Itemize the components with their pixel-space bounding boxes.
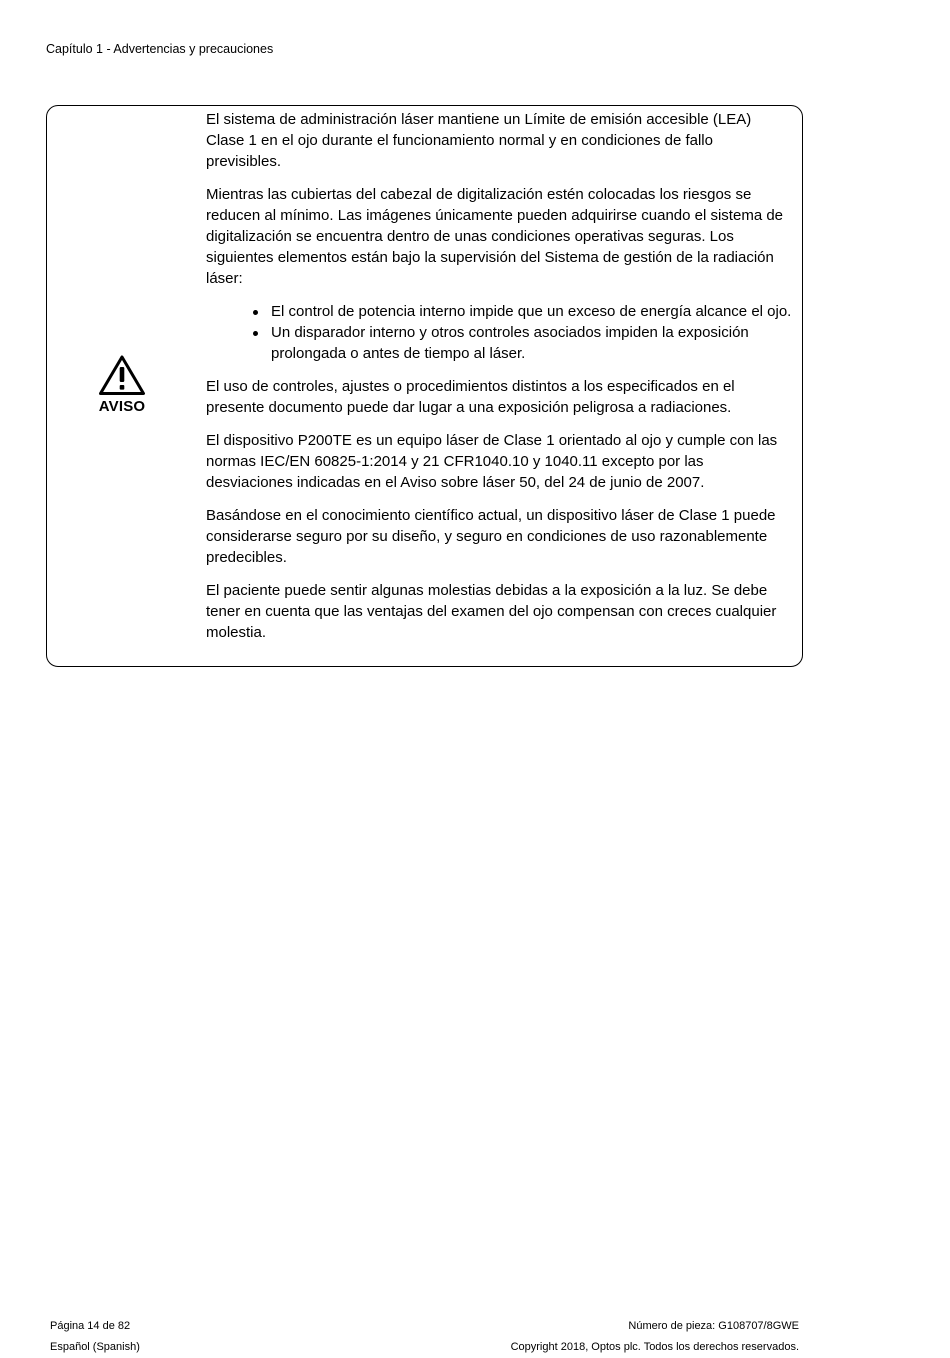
bullet-icon (253, 331, 258, 336)
notice-paragraph: El paciente puede sentir algunas molestias debidas a la exposición a la luz. Se debe tener en cuenta que las ventajas del examen del ojo compensan con creces cualquier molestia. (206, 582, 777, 641)
page-header-chapter-title: Capítulo 1 - Advertencias y precauciones (46, 42, 274, 56)
list-item (271, 322, 792, 364)
footer-page-number: Página 14 de 82 (50, 1320, 131, 1332)
footer-copyright: Copyright 2018, Optos plc. Todos los derechos reservados. (510, 1341, 799, 1353)
list-item-text: Un disparador interno y otros controles asociados impiden la exposición prolongada o antes de tiempo al láser. (271, 324, 749, 362)
notice-paragraph: El dispositivo P200TE es un equipo láser de Clase 1 orientado al ojo y cumple con las normas IEC/EN 60825-1:2014 y 21 CFR1040.10 y 1040.11 excepto por las desviaciones indicadas en el Aviso sobre láser 50, del 24 de junio de 2007. (206, 432, 778, 491)
notice-content (206, 109, 792, 643)
warning-triangle-icon (98, 354, 146, 396)
notice-bullet-list (206, 301, 792, 364)
warning-notice-box (46, 105, 803, 667)
footer-part-number: Número de pieza: G108707/8GWE (628, 1320, 799, 1332)
notice-paragraph: Mientras las cubiertas del cabezal de digitalización estén colocadas los riesgos se reducen al mínimo. Las imágenes únicamente pueden adquirirse cuando el sistema de digitalización se encuentra dentro de unas condiciones operativas seguras. Los siguientes elementos están bajo la supervisión del Sistema de gestión de la radiación láser: (206, 186, 784, 287)
warning-label: AVISO (98, 398, 146, 415)
notice-paragraph: El uso de controles, ajustes o procedimientos distintos a los especificados en el presente documento puede dar lugar a una exposición peligrosa a radiaciones. (206, 378, 735, 416)
warning-sign (95, 354, 149, 415)
footer-left (50, 1316, 140, 1358)
notice-paragraph: Basándose en el conocimiento científico actual, un dispositivo láser de Clase 1 puede considerarse seguro por su diseño, y seguro en condiciones de uso razonablemente predecibles. (206, 507, 776, 566)
list-item (271, 301, 792, 322)
footer-language: Español (Spanish) (50, 1341, 140, 1353)
bullet-icon (253, 310, 258, 315)
list-item-text: El control de potencia interno impide que un exceso de energía alcance el ojo. (271, 303, 792, 320)
footer-right (511, 1316, 799, 1358)
notice-paragraph: El sistema de administración láser mantiene un Límite de emisión accesible (LEA) Clase 1 en el ojo durante el funcionamiento normal y en condiciones de fallo previsibles. (206, 111, 752, 170)
